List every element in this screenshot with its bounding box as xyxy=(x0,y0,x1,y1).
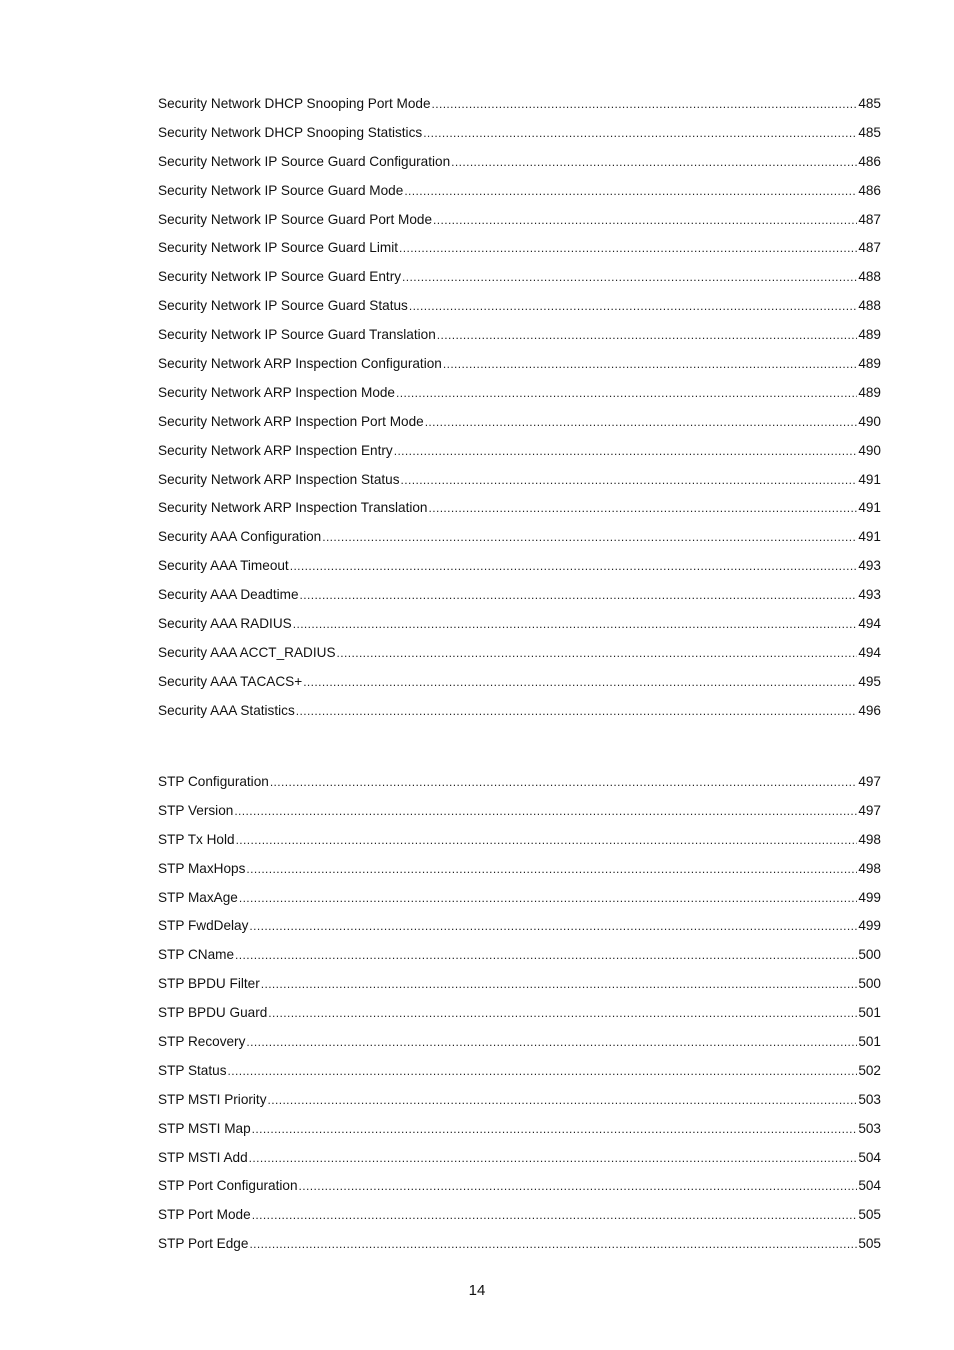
toc-entry[interactable] xyxy=(158,469,881,498)
toc-entry[interactable] xyxy=(158,800,881,829)
dot-leader xyxy=(252,1204,858,1226)
page-number: 14 xyxy=(468,1282,486,1299)
dot-leader xyxy=(246,1031,857,1053)
toc-entry-page: 488 xyxy=(858,298,881,314)
toc-entry[interactable] xyxy=(158,915,881,944)
toc-entry-page: 490 xyxy=(858,442,881,458)
dot-leader xyxy=(249,1147,858,1169)
dot-leader xyxy=(432,93,858,115)
dot-leader xyxy=(433,209,857,231)
toc-entry-title: Security Network DHCP Snooping Statistics xyxy=(158,124,423,140)
toc-entry-title: Security Network IP Source Guard Port Mode xyxy=(158,211,433,227)
toc-entry[interactable] xyxy=(158,700,881,729)
toc-entry-title: STP Port Configuration xyxy=(158,1178,298,1194)
toc-entry-title: Security AAA Timeout xyxy=(158,558,289,574)
dot-leader xyxy=(399,237,857,259)
toc-entry[interactable] xyxy=(158,1233,881,1262)
toc-entry-page: 495 xyxy=(858,673,881,689)
toc-entry-page: 486 xyxy=(858,182,881,198)
toc-entry[interactable] xyxy=(158,382,881,411)
toc-entry-page: 499 xyxy=(858,918,881,934)
toc-entry-page: 503 xyxy=(858,1120,881,1136)
toc-entry[interactable] xyxy=(158,526,881,555)
dot-leader xyxy=(236,829,858,851)
dot-leader xyxy=(228,1060,858,1082)
toc-entry-page: 489 xyxy=(858,356,881,372)
toc-entry[interactable] xyxy=(158,584,881,613)
toc-entry-title: STP Configuration xyxy=(158,774,269,789)
toc-entry-title: STP MSTI Priority xyxy=(158,1091,267,1107)
toc-entry-title: STP MaxAge xyxy=(158,889,238,905)
toc-entry-title: STP MSTI Map xyxy=(158,1120,251,1136)
toc-entry-title: Security Network IP Source Guard Limit xyxy=(158,240,398,256)
dot-leader xyxy=(234,800,857,822)
dot-leader xyxy=(423,122,857,144)
toc-entry[interactable] xyxy=(158,1175,881,1204)
toc-entry[interactable] xyxy=(158,1031,881,1060)
toc-entry-page: 501 xyxy=(858,1005,881,1021)
toc-entry-page: 494 xyxy=(858,616,881,632)
toc-entry-title: STP Recovery xyxy=(158,1034,246,1050)
toc-entry[interactable] xyxy=(158,266,881,295)
toc-entry-page: 491 xyxy=(858,471,881,487)
dot-leader xyxy=(290,555,858,577)
toc-entry[interactable] xyxy=(158,1204,881,1233)
toc-entry-page: 486 xyxy=(858,153,881,169)
toc-entry-title: STP FwdDelay xyxy=(158,918,249,934)
toc-entry-title: STP Port Mode xyxy=(158,1207,251,1223)
toc-entry-page: 485 xyxy=(858,96,881,111)
dot-leader xyxy=(235,944,857,966)
toc-entry[interactable] xyxy=(158,1118,881,1147)
dot-leader xyxy=(404,180,857,202)
toc-entry-title: STP Version xyxy=(158,802,234,818)
toc-entry-title: Security Network ARP Inspection Mode xyxy=(158,384,395,400)
toc-entry[interactable] xyxy=(158,1147,881,1176)
dot-leader xyxy=(249,1233,857,1255)
dot-leader xyxy=(239,887,857,909)
toc-entry-page: 498 xyxy=(858,831,881,847)
toc-entry-page: 485 xyxy=(858,124,881,140)
toc-entry-page: 497 xyxy=(858,774,881,789)
toc-entry-page: 487 xyxy=(858,240,881,256)
dot-leader xyxy=(303,671,857,693)
dot-leader xyxy=(300,584,858,606)
dot-leader xyxy=(409,295,857,317)
toc-entry[interactable] xyxy=(158,671,881,700)
toc-entry-title: Security AAA Statistics xyxy=(158,702,295,718)
toc-entry[interactable] xyxy=(158,324,881,353)
toc-entry-title: Security Network ARP Inspection Configuration xyxy=(158,356,442,372)
toc-entry[interactable] xyxy=(158,555,881,584)
toc-entry-title: STP MaxHops xyxy=(158,860,246,876)
toc-entry[interactable] xyxy=(158,209,881,238)
toc-entry-title: Security Network IP Source Guard Status xyxy=(158,298,408,314)
toc-entry[interactable] xyxy=(158,411,881,440)
toc-entry-page: 491 xyxy=(858,500,881,516)
toc-entry[interactable] xyxy=(158,122,881,151)
toc-entry[interactable] xyxy=(158,944,881,973)
toc-entry-page: 501 xyxy=(858,1034,881,1050)
dot-leader xyxy=(437,324,858,346)
toc-entry-page: 503 xyxy=(858,1091,881,1107)
dot-leader xyxy=(396,382,857,404)
toc-entry-page: 489 xyxy=(858,327,881,343)
dot-leader xyxy=(261,973,858,995)
dot-leader xyxy=(293,613,858,635)
toc-entry-title: Security AAA RADIUS xyxy=(158,616,292,632)
toc-entry-title: Security AAA Deadtime xyxy=(158,587,299,603)
dot-leader xyxy=(425,411,858,433)
toc-entry-page: 496 xyxy=(858,702,881,718)
toc-entry-page: 498 xyxy=(858,860,881,876)
toc-entry[interactable] xyxy=(158,1089,881,1118)
toc-entry-page: 502 xyxy=(858,1062,881,1078)
toc-entry-page: 500 xyxy=(858,947,881,963)
toc-entry-page: 487 xyxy=(858,211,881,227)
toc-entry-page: 505 xyxy=(858,1207,881,1223)
toc-entry[interactable] xyxy=(158,1060,881,1089)
toc-entry-title: Security Network IP Source Guard Translation xyxy=(158,327,436,343)
toc-entry[interactable] xyxy=(158,180,881,209)
dot-leader xyxy=(299,1175,858,1197)
toc-entry[interactable] xyxy=(158,440,881,469)
toc-entry-title: Security AAA Configuration xyxy=(158,529,322,545)
toc-entry-title: STP CName xyxy=(158,947,235,963)
toc-entry-title: STP Tx Hold xyxy=(158,831,235,847)
toc-entry-title: STP BPDU Filter xyxy=(158,976,260,992)
toc-entry-page: 500 xyxy=(858,976,881,992)
dot-leader xyxy=(337,642,858,664)
toc-entry-title: Security Network IP Source Guard Mode xyxy=(158,182,404,198)
dot-leader xyxy=(429,497,858,519)
toc-entry[interactable] xyxy=(158,829,881,858)
toc-entry-page: 505 xyxy=(858,1236,881,1252)
dot-leader xyxy=(268,1089,858,1111)
toc-section-security xyxy=(158,93,881,729)
toc-entry[interactable] xyxy=(158,858,881,887)
toc-entry-page: 499 xyxy=(858,889,881,905)
toc-entry-title: STP Port Edge xyxy=(158,1236,249,1252)
toc-entry-title: Security Network IP Source Guard Entry xyxy=(158,269,402,285)
dot-leader xyxy=(322,526,857,548)
toc-entry-page: 491 xyxy=(858,529,881,545)
dot-leader xyxy=(268,1002,857,1024)
toc-entry-page: 488 xyxy=(858,269,881,285)
toc-entry-title: Security Network ARP Inspection Translation xyxy=(158,500,428,516)
dot-leader xyxy=(401,469,858,491)
toc-entry[interactable] xyxy=(158,613,881,642)
toc-entry[interactable] xyxy=(158,497,881,526)
toc-entry-title: STP BPDU Guard xyxy=(158,1005,268,1021)
dot-leader xyxy=(246,858,857,880)
dot-leader xyxy=(296,700,858,722)
dot-leader xyxy=(252,1118,858,1140)
toc-entry-title: Security Network ARP Inspection Port Mode xyxy=(158,413,424,429)
toc-entry[interactable] xyxy=(158,237,881,266)
toc-entry-page: 497 xyxy=(858,802,881,818)
toc-entry[interactable] xyxy=(158,151,881,180)
toc-entry-page: 504 xyxy=(858,1178,881,1194)
toc-entry[interactable] xyxy=(158,295,881,324)
toc-section-stp xyxy=(158,771,881,1262)
toc-entry-page: 504 xyxy=(858,1149,881,1165)
dot-leader xyxy=(451,151,857,173)
toc-entry-page: 493 xyxy=(858,587,881,603)
toc-entry-title: Security Network ARP Inspection Status xyxy=(158,471,400,487)
toc-entry-title: Security Network DHCP Snooping Port Mode xyxy=(158,96,431,111)
toc-entry-page: 494 xyxy=(858,644,881,660)
toc-entry[interactable] xyxy=(158,1002,881,1031)
toc-entry[interactable] xyxy=(158,93,881,122)
toc-entry-title: STP Status xyxy=(158,1062,227,1078)
dot-leader xyxy=(394,440,858,462)
dot-leader xyxy=(402,266,857,288)
toc-entry[interactable] xyxy=(158,353,881,382)
toc-entry-title: Security AAA TACACS+ xyxy=(158,673,303,689)
toc-entry-page: 490 xyxy=(858,413,881,429)
toc-entry-title: Security Network ARP Inspection Entry xyxy=(158,442,393,458)
toc-entry-page: 493 xyxy=(858,558,881,574)
toc-entry[interactable] xyxy=(158,642,881,671)
toc-entry[interactable] xyxy=(158,973,881,1002)
toc-entry-title: STP MSTI Add xyxy=(158,1149,248,1165)
toc-entry-title: Security Network IP Source Guard Configuration xyxy=(158,153,451,169)
dot-leader xyxy=(249,915,857,937)
toc-entry[interactable] xyxy=(158,887,881,916)
toc-entry-title: Security AAA ACCT_RADIUS xyxy=(158,644,336,660)
dot-leader xyxy=(443,353,857,375)
toc-entry[interactable] xyxy=(158,771,881,800)
toc-entry-page: 489 xyxy=(858,384,881,400)
dot-leader xyxy=(270,771,857,793)
